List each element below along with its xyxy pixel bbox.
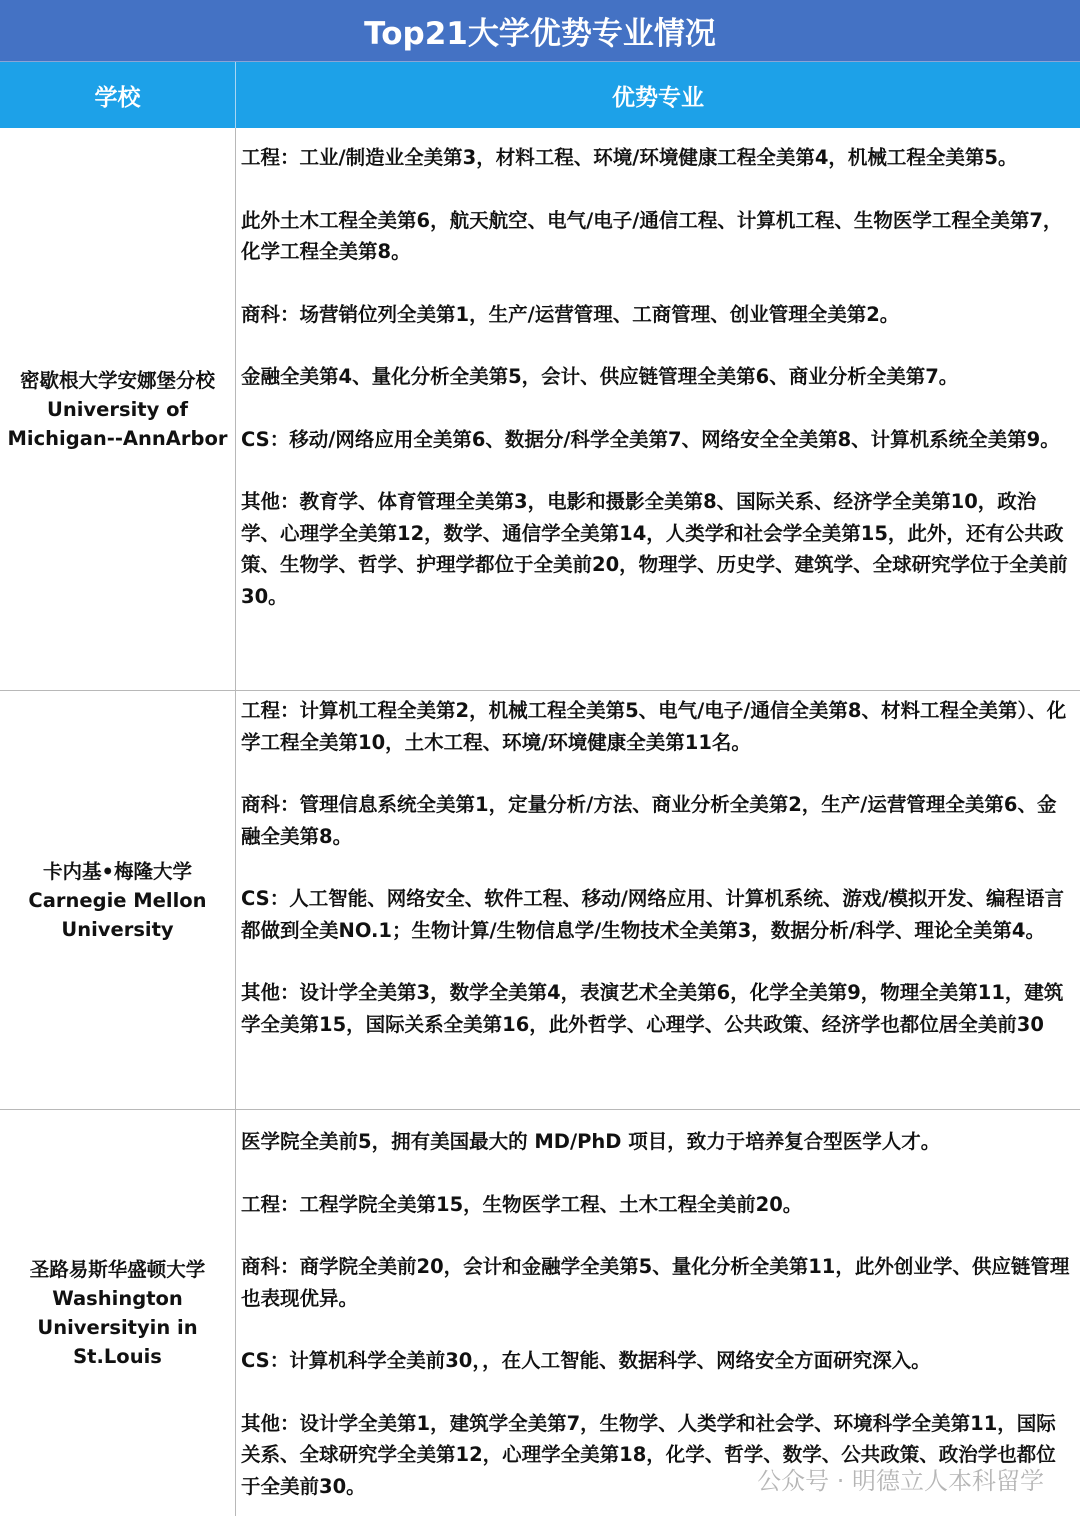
majors-cell	[236, 128, 1080, 690]
major-paragraph: 工程：工程学院全美第15，生物医学工程、土木工程全美前20。	[241, 1192, 803, 1216]
school-name-cn: 密歇根大学安娜堡分校	[19, 368, 215, 392]
header-majors: 优势专业	[612, 84, 704, 111]
major-paragraph: 商科：场营销位列全美第1，生产/运营管理、工商管理、创业管理全美第2。	[241, 302, 900, 326]
major-paragraph: CS：移动/网络应用全美第6、数据分/科学全美第7、网络安全全美第8、计算机系统全美第9。	[241, 427, 1060, 451]
majors-cell	[236, 691, 1080, 1109]
major-paragraph: 其他：设计学全美第1，建筑学全美第7，生物学、人类学和社会学、环境科学全美第11，国际关系、全球研究学全美第12，心理学全美第18，化学、哲学、数学、公共政策、政治学也都位于全美前30。	[241, 1411, 1056, 1498]
major-paragraph: 工程：计算机工程全美第2，机械工程全美第5、电气/电子/通信全美第8、材料工程全美第）、化学工程全美第10，土木工程、环境/环境健康全美第11名。	[241, 699, 1067, 754]
school-name-cn: 卡内基•梅隆大学	[43, 859, 192, 883]
school-name-en: Michigan--AnnArbor	[7, 426, 228, 450]
major-paragraph: CS：人工智能、网络安全、软件工程、移动/网络应用、计算机系统、游戏/模拟开发、编程语言都做到全美NO.1；生物计算/生物信息学/生物技术全美第3，数据分析/科学、理论全美第4。	[241, 887, 1064, 942]
school-name-en: University of	[47, 397, 188, 421]
major-paragraph: 其他：设计学全美第3，数学全美第4，表演艺术全美第6，化学全美第9，物理全美第11，建筑学全美第15，国际关系全美第16，此外哲学、心理学、公共政策、经济学也都位居全美前30	[241, 981, 1064, 1036]
school-name-en: Universityin in	[37, 1316, 198, 1339]
school-cell	[0, 128, 236, 690]
watermark-text: 公众号 · 明德立人本科留学	[757, 1467, 1044, 1495]
table-row	[0, 128, 1080, 691]
header-school: 学校	[0, 62, 236, 128]
major-paragraph: 其他：教育学、体育管理全美第3，电影和摄影全美第8、国际关系、经济学全美第10，政治学、心理学全美第12，数学、通信学全美第14，人类学和社会学全美第15，此外，还有公共政策、生物学、哲学、护理学都位于全美前20，物理学、历史学、建筑学、全球研究学位于全美前30。	[241, 490, 1068, 608]
major-paragraph: CS：计算机科学全美前30，，在人工智能、数据科学、网络安全方面研究深入。	[241, 1349, 931, 1372]
table-row	[0, 1110, 1080, 1516]
school-name-en: St.Louis	[73, 1345, 162, 1368]
major-paragraph: 商科：商学院全美前20，会计和金融学全美第5、量化分析全美第11，此外创业学、供应链管理也表现优异。	[241, 1255, 1070, 1310]
table-title: Top21大学优势专业情况	[0, 0, 1080, 62]
school-cell	[0, 691, 236, 1109]
major-paragraph: 工程：工业/制造业全美第3，材料工程、环境/环境健康工程全美第4，机械工程全美第5。	[241, 146, 1018, 169]
school-name-cn: 圣路易斯华盛顿大学	[29, 1258, 206, 1281]
major-paragraph: 此外土木工程全美第6，航天航空、电气/电子/通信工程、计算机工程、生物医学工程全美第7，化学工程全美第8。	[241, 208, 1063, 263]
major-paragraph: 商科：管理信息系统全美第1，定量分析/方法、商业分析全美第2，生产/运营管理全美第6、金融全美第8。	[241, 793, 1057, 848]
major-paragraph: 金融全美第4、量化分析全美第5，会计、供应链管理全美第6、商业分析全美第7。	[241, 365, 959, 388]
table-header-row	[0, 62, 1080, 128]
school-cell	[0, 1110, 236, 1516]
school-name-en: Washington	[52, 1287, 183, 1310]
school-name-en: University	[61, 917, 174, 941]
major-paragraph: 医学院全美前5，拥有美国最大的 MD/PhD 项目，致力于培养复合型医学人才。	[241, 1130, 941, 1153]
majors-cell	[236, 1110, 1080, 1516]
school-name-en: Carnegie Mellon	[28, 888, 207, 912]
table-row	[0, 691, 1080, 1110]
